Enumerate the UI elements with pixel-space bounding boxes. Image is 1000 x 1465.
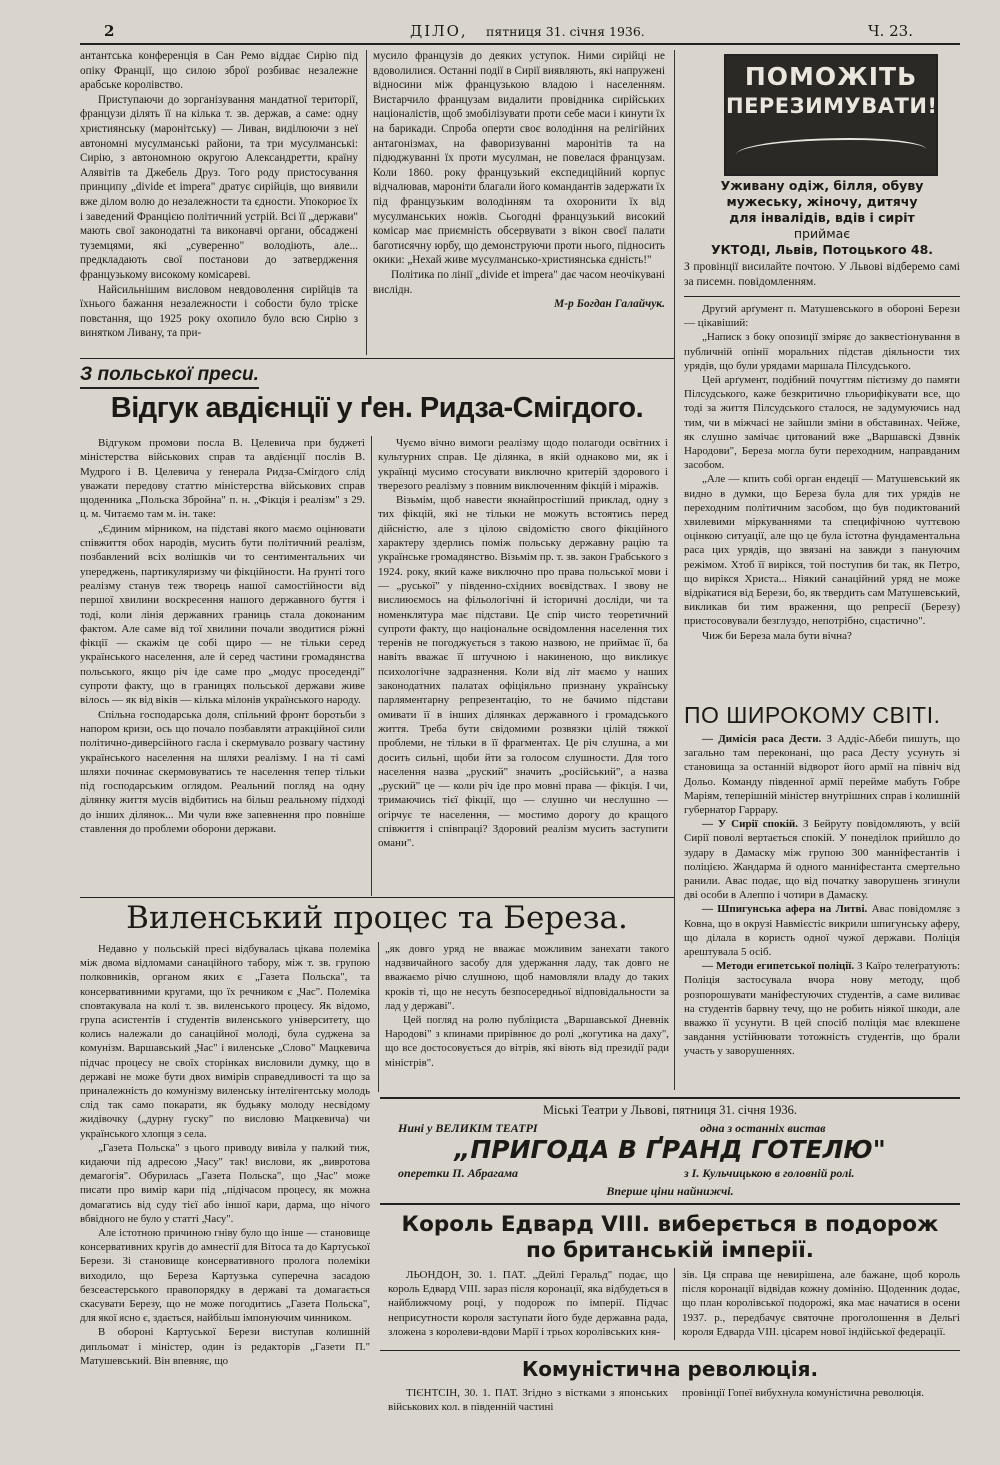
column-divider (378, 942, 379, 1092)
theatre-line: Міські Театри у Львові, пятниця 31. січня 1936. (542, 1103, 798, 1117)
article-polish-col2 (378, 436, 668, 851)
communist-col1 (388, 1386, 668, 1414)
paragraph: антантська конференція в Сан Ремо віддає Сирію під опіку Франції, що силою зброї розбиває незалежне арабське королівство. (80, 50, 358, 92)
paragraph: „як довго уряд не вважає можливим занехати такого надзвичайного засобу для удержання ладу, так довго не вважаємо річю слушною, щоб намовляли владу до таких кроків ті, що не несуть безпосередньої відповідальности за лад у державі". (385, 943, 669, 1012)
section-kicker: З польської преси. (80, 364, 259, 389)
issue-date: пятниця 31. січня 1936. (486, 24, 645, 39)
paragraph: Спільна господарська доля, спільний фронт боротьби з напором кризи, ось що почало позбавляти атракційної сили політично-диверсійного гасла і скермувало розвагу частину українського населення на шляхи реалізму. І на ті самі шляхи починає скермовуватись те населення тепер тільки під господарським оглядом. Реальний погляд на одну ділянку життя мусів відбитись на більш реальному підході до інших ділянок... Ми чули вже запевнення про повніше ставлення до проблеми оборони держави. (80, 708, 365, 836)
article-vilna-col2 (385, 942, 669, 1070)
title-line: Король Едвард VIII. виберється в подорож (401, 1212, 939, 1237)
theatre-venue: Нині у ВЕЛИКІМ ТЕАТРІ (398, 1121, 538, 1135)
paragraph: Найсильнішим висловом невдоволення сирійців та їхнього бажання незалежности і собости було тріскe повстання, що 1925 року охопило було всю Сирію з винятком Ливану, та при- (80, 283, 358, 340)
news-item (684, 732, 960, 817)
article-syria-col1 (80, 49, 358, 341)
king-title (380, 1212, 960, 1264)
ad-line: Уживану одіж, білля, обуву (720, 178, 924, 193)
paper-name: ДІЛО, (410, 22, 468, 40)
column-divider (674, 50, 675, 1090)
winter-help-banner (724, 54, 938, 176)
paragraph: провінції Гопеї вибухнула комуністична революція. (682, 1387, 924, 1399)
paragraph: мусило французів до деяких уступок. Ними сирійці не вдоволилися. Останні події в Сирії виявляють, які напружені відносини між французькою владою і населенням. Вистарчило французам видалити провідника сирійських націоналістів, щоб змобілізувати проти себе маси і кинути їх на барикади. Спроба оперти своє володіння на релігійних антагонізмах, на фаворизуванні маронітів та на підюджуванні їх проти мусулман, не повелася французам. Коли 1860. року французький експедиційний корпус відчалював, мароніти благали його командантів задержати їх під французьким володінням та охоронити їх від мусулманських ножів. Сьогодні французький високий комісар має приємність обсервувати з вікон своєї палати баготисячну юрбу, що демонструючи проти нього, підносить окики: „Нехай живе мусулмансько-християнська єдність!" (373, 50, 665, 267)
news-item-head: — Методи египетської поліції. (702, 960, 855, 973)
paragraph: Недавно у польській пресі відбувалась цікава полеміка між двома відломами санаційного табору, між т. зв. групою полковників, органом яких є „Газета Польска", та консервативними кругами, що їх речником є „Час". Полеміка сповтакувала на колі т. зв. виленського процесу. Як відомо, група асистентів і студентів виленського університету, що колись належали до санаційної молоді, була суджена за комунізм. Варшавський „Час" і виленське „Слово" Мацкевича підчас процесу не своїх сторінках висловили думку, що в державі не може бути двох вимірів справедливості та що за приналежність до комунізму виленську інтелігентську молодь слід так само покарати, як будьяку молоду несвідому жидівочку („дурну гуску" по висловю Мацкевича) чи українського хлопця з села. (80, 943, 370, 1140)
king-col1 (388, 1268, 668, 1339)
section-rule (380, 1203, 960, 1205)
article-vilna-col3 (684, 302, 960, 643)
news-item-body: З Каїро телеґратують: Поліція застосувала вчора нову методу, щоб розпорошувати маніфестуючих студентів, а саме виливає на студентів барвну течу, що не робить ніякої шкоди, але вважко її усунути. В цей спосіб поліція має влекшене завдання устійнювати тотожність студентів, що брали участь у заворушеннях. (684, 960, 961, 1058)
paragraph: Відгуком промови посла В. Целевича при буджеті міністерства військових справ та авдієнції послів В. Мудрого і В. Целевича у ґенерала Ридза-Смігдого слід уважати передову статтю міністерства військових справ щоденника „Польска Збройна" п. н. „Фікція і реалізм" з 29. ц. м. Читаємо там м. ін. таке: (80, 437, 365, 521)
theatre-operetta: оперетки П. Абрагама (398, 1166, 519, 1180)
paragraph: Цей арґумент, подібний почуттям пієтизму до памяти Пілсудського, каже безкритично гльорифікувати все, що тоді за життя Пілсудського сталося, не задумуючись над тим, чи в міжчасі не зайшли зміни в обставинах. Чейже, як слушно замічає цитований вже „Варшавскі Дзвнік Народови", Береза могла бути переходним, направданим засобом. (684, 374, 960, 472)
paragraph: зів. Ця справа ще невирішена, але бажане, щоб король після коронації відвідав кожну домінію. Щоденник додає, що план королівської подорожі, яка має начатися в осени 1937. р., передбачує святочне проголошення в Дельгі короля Едварда VIII. цісарем нової індійської федерації. (682, 1269, 960, 1338)
paragraph: ТІЄНТСІН, 30. 1. ПАТ. Згідно з вістками з японських військових кол. в південній частині (388, 1387, 668, 1414)
paragraph: В обороні Картуської Берези виступав колишній дипльомат і міністер, один із редакторів „Газети П." Матушевський. Він впевняє, що (80, 1326, 370, 1367)
paragraph: „Газета Польска" з цього приводу вивіла у палкий тиж, кидаючи під адресою „Часу" так! вислови, як „вивротова демагогія". Обурилась „Газета Польска", що „Час" може писати про вимір кари під „підічасом процесу, як можна домагатись від суду тієї або іншої кари, дарма, що нічого вбвідного не було у статті „Часу". (80, 1141, 370, 1225)
article-title: Відгук авдієнції у ґен. Ридза-Смігдого. (110, 392, 644, 424)
communist-title: Комуністична революція. (521, 1357, 819, 1381)
paragraph: „Але — кпить собі орган ендеції — Матушевський як видно в думки, що Береза була для тих урядів не переходним політичним засобом, що був подиктований хвилевими міркуваннями та специфічною чуттєвою оцінкою ситуації, але що це була істотна фундаментальна раса цих урядів, що звязані на завжди з пануючим режімом. Хтоб її вирікся, той поступив би так, як Петро, що вирікся Христа... Ніякий санаційний уряд не може відрікатися від Берези, бо, як твердить сам Матушевський, викликав би тим враження, що репресії (Березу) пристосовували безглуздо, непотрібно, сцастично". (684, 473, 960, 628)
ad-address: УКТОДІ, Львів, Потоцького 48. (710, 242, 934, 257)
news-item-head: — Шпигунська афера на Литві. (702, 903, 868, 916)
ad-line: для інвалідів, вдів і сиріт (729, 210, 915, 225)
section-rule (380, 1350, 960, 1351)
news-item (684, 902, 960, 959)
paragraph: „Написк з боку опозиції зміряє до заквестіонування в публичній опінії моральних підстав діяльности тих урядів, що були урядами маршала Пілсудського. (684, 331, 960, 372)
theatre-note: одна з останніх вистав (700, 1121, 826, 1135)
snow-hills-decoration (736, 138, 926, 166)
section-rule (80, 358, 674, 359)
news-item-body: З Бейруту повідомляють, у всій Сирії поволі вертається спокій. У понеділок прийшло до зудару в Дамаску між групою 300 манніфестантів і поліцією. Жандарма й одного манніфестанта смертельно ранили. Авас подає, що від початку заворушень згинули дві особи в Алеппо і чотири в Дамаску. (684, 818, 961, 902)
title-line: по британській імперії. (526, 1238, 814, 1263)
news-item-head: — Димісія раса Дести. (702, 733, 822, 745)
news-item-head: — У Сирії спокій. (702, 818, 798, 831)
news-item-body: Авас повідомляє з Ковна, що в окрузі Навмієстіс викрили шпигунську аферу, що ділала в користь одної чужої держави. Поліція арештувала 5 осіб. (684, 903, 961, 959)
world-news-title: ПО ШИРОКОМУ СВІТІ. (684, 702, 941, 728)
ad-note: З провінції висилайте почтою. У Львові відберемо самі за писемн. повідомленням. (684, 261, 960, 288)
theatre-prices: Вперше ціни найнижчі. (606, 1184, 734, 1198)
paragraph: Чиж би Береза мала бути вічна? (702, 629, 852, 642)
paragraph: „Єдиним мірником, на підставі якого маємо оцінювати співжиття обох народів, мусить бути політичний реалізм, позбавлений всіх волішків чи то сентиментальних чи упереджень, партикуляризму чи фікційности. На ґрунті того реалізму станув теж творець нашої самостійности від першої хвилини воскресення нашого державного буття і тоді, коли лінія державних границь стала доконаним фактом. Але саме від тої хвилини почали зводитися ріжні фікції — скажім це собі щиро — не тільки серед українського населення, але й серед частини громадянства польського, якщо річ іде саме про „модус проседенді" супроти факту, що в границях польської держави живе вілось — як від віків — кілька мілонів українського народу. (80, 522, 365, 707)
column-divider (371, 436, 372, 896)
header-rule (80, 43, 960, 45)
paragraph: Але істотною причиною гніву було що інше — становище консервативних кругів до амнестії для Вітоса та до Картуської Берези. Зі становище консервативного пролога полеміки виходило, що Береза Картузька суперечна засадою безсеастерського правопорядку в державі та домагається скасувати Березу, що не може погодитись „Газета Польска", для якої ясно є, здається, найбільш імпонуючим чинником. (80, 1227, 370, 1325)
paragraph: Візьмім, щоб навести якнайпростіший приклад, одну з тих фікцій, які не тільки не можуть встоятись перед дійсністю, але з цілою свідомістю свого фікційного характеру здерлись поміж польську державну рацію та українське громадянство. Візьмім пр. т. зв. закон Грабського з 1924. року, який каже виключно про права польської мови і — „руської" у південно-східних воєвідствах. І звову не вислиюємось на фільологічні й історичні досліди, чи та номенклятура має підстави. Це спір чисто теоретичний супроти факту, що національне освідомлення населення тих теренів не погоджується з такою назвою, не приймає її, ба навіть вважає її штучною і накиненою, що викликує психологічне задразнення. Коли від літ маємо у наших законодатних палатах офіціяльно признану українську парляментарну репрезентацію, то не бачимо підстави омивати її в інших ділянках державного і громадського життя. Треба бути свідомими розвязки цілій тяжкої проблеми, не тільки в її фрагментах. Це річ слушна, а ми досить сильні, щоби йти за голосом слушности. Для того населення назва „руский" значить „російський", а назва „руский" це — коли річ іде про мовні права — фікція. І чи, тримаючись тієї фікції, що — слушно чи неслушно — огірчує те населення, — мостимо дорогу до кращого співжиття і співпраці? Здоровий реалізм мусить заступити омани". (378, 494, 668, 850)
paragraph: Цей погляд на ролю публіциста „Варшавської Дневнік Народові" з кпинами прирівнює до ролі „когутика на даху", що все достосовується до вітрів, які віють від президії ради міністрів". (385, 1014, 669, 1069)
world-news-list (684, 732, 960, 1059)
news-item-body: З Аддіс-Абеби пишуть, що загально там переконані, що раса Десту усунуть зі становища за останній відворот його армії на північ від Дольо. Команду південної армії перейме мабуть Гобре Маріям, теперішній міністер внутрішних справ і колишній губернатор Гаррару. (684, 733, 961, 817)
ad-line: мужеську, жіночу, дитячу (726, 194, 918, 209)
column-divider (674, 1268, 675, 1340)
article-title: Виленський процес та Береза. (126, 900, 628, 936)
king-col2 (682, 1268, 960, 1339)
paragraph: Політика по лінії „divide et impera" дає часом неочікувані вислідн. (373, 268, 665, 296)
article-vilna-col1 (80, 942, 370, 1368)
news-item (684, 959, 960, 1058)
banner-line: ПОМОЖІТЬ (744, 62, 918, 91)
ad-text (684, 178, 960, 258)
theatre-title: „ПРИГОДА В ҐРАНД ГОТЕЛЮ" (454, 1135, 886, 1164)
section-rule (380, 1097, 960, 1099)
paragraph: Приступаючи до зорганізування мандатної території, французи ділять її на кілька т. зв. держав, а саме: одну християнську (маронітську) — Ливан, виділюючи з неї автономні мусулманські райони, та три мусулманські: Сирію, з автономною округою Александретти, країну Алявітів та Джебель Друз. Того роду пристосування принципу „divide et impera" дратує сирійців, що виявили вже ділом волю до незалежности та єдности. Упокорює їх і заведений Францією політичний устрій. Всі її „держави" мають свої законодатні та виконавчі органи, обсаджені туземцями, які „суверенно" володіють, але... предкладають свої постанови до затвердження французькому високому комісареві. (80, 93, 358, 281)
theatre-cast: з І. Кульчицькою в головній ролі. (684, 1166, 855, 1180)
news-item (684, 817, 960, 902)
communist-col2 (682, 1386, 960, 1400)
page-number: 2 (104, 22, 115, 40)
paragraph: ЛЬОНДОН, 30. 1. ПАТ. „Дейлі Геральд" подає, що король Едвард VIII. зараз після коронації, яка відбудеться в найближчому році, у подорож по імперії. Підчас неприсутности короля заступати його буде державна рада, зложена з королеви-вдови Марії і трьох королівських кня- (388, 1269, 668, 1338)
article-syria-col2 (373, 49, 665, 312)
author-signature: М-р Богдан Галайчук. (554, 298, 665, 311)
column-divider (366, 50, 367, 355)
ad-line: приймає (793, 226, 851, 241)
section-rule (684, 296, 960, 297)
article-polish-col1 (80, 436, 365, 836)
paragraph: Чуємо вічно вимоги реалізму щодо полагоди освітних і культурних справ. Це ділянка, в якій однаково ми, як і українці мусимо стосувати виключно критерій здорового і тверезого реалізму з повним виключенням фікцій і міражів. (378, 437, 668, 492)
paragraph: Другий арґумент п. Матушевського в обороні Берези — цікавіший: (684, 303, 960, 330)
issue-number: Ч. 23. (868, 22, 913, 40)
banner-line: ПЕРЕЗИМУВАТИ! (726, 94, 938, 118)
